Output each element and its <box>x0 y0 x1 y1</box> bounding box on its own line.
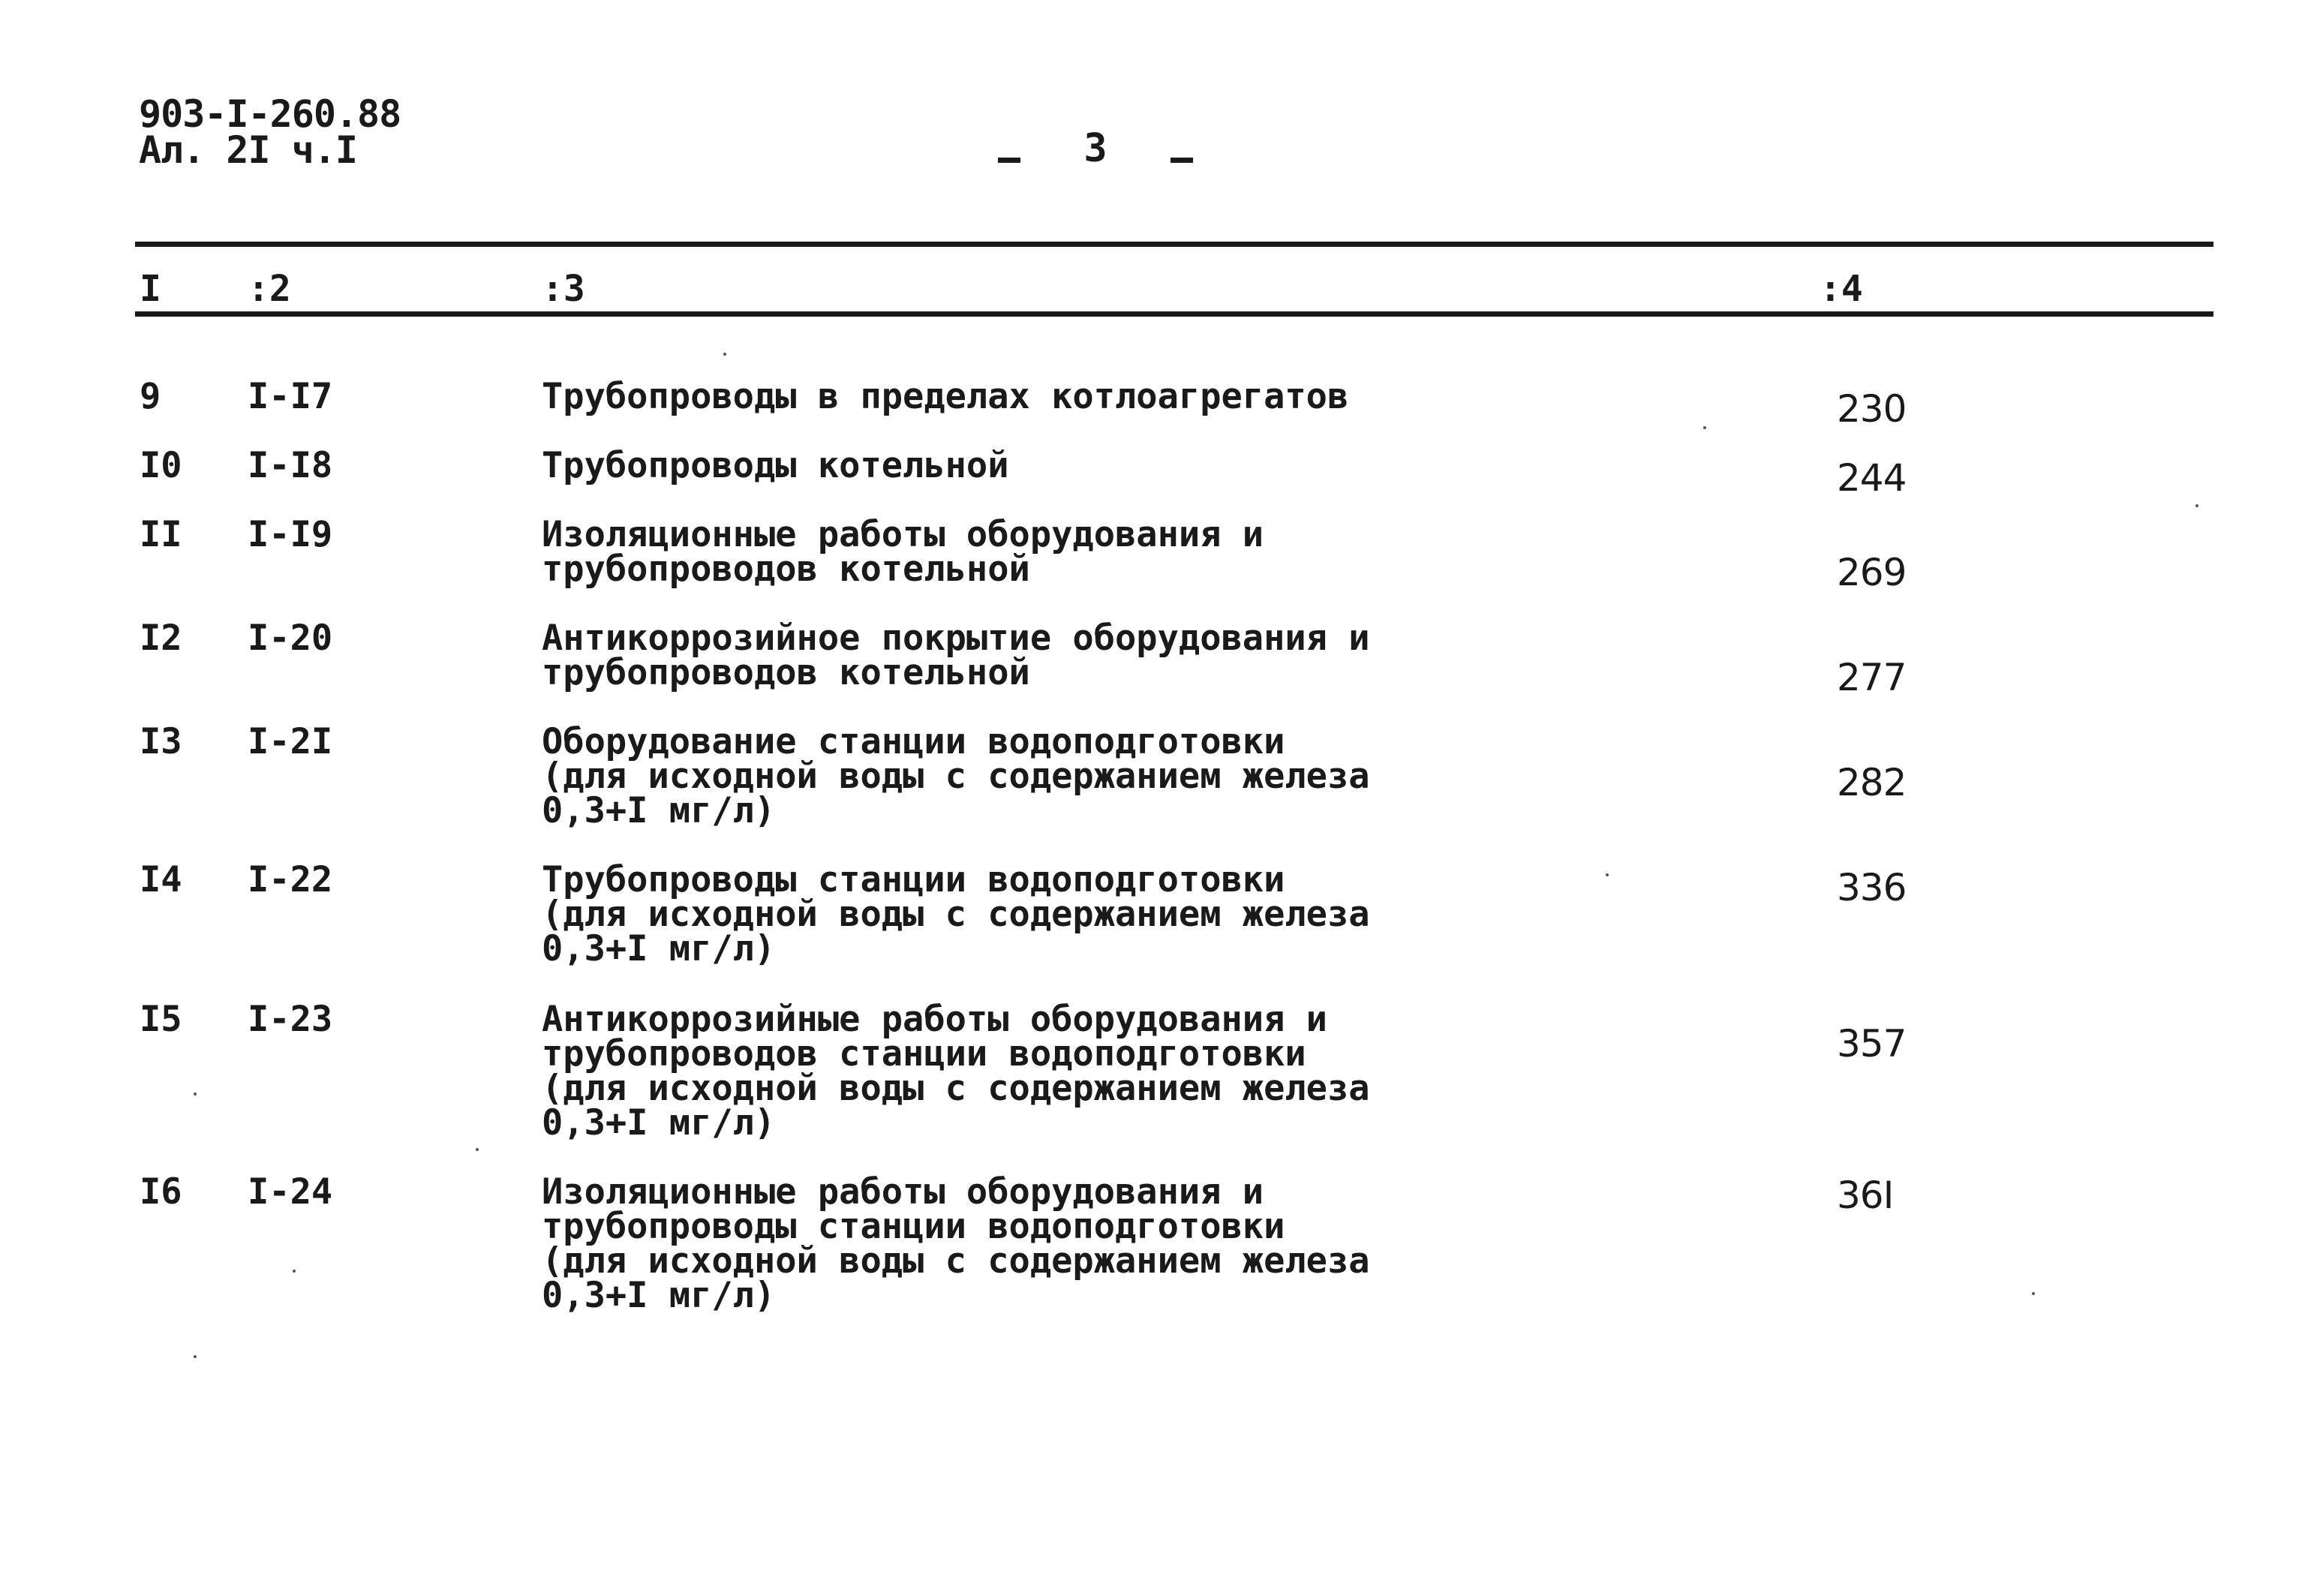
row-description <box>542 999 1532 1144</box>
row-description-line: трубопроводов котельной <box>542 652 1030 693</box>
column-header-3: :3 <box>542 268 585 310</box>
row-description <box>542 376 1532 417</box>
row-page: 357 <box>1837 1022 1907 1066</box>
row-description <box>542 721 1532 831</box>
row-description-line: (для исходной воды с содержанием железа <box>542 1240 1370 1282</box>
row-description-line: трубопроводов котельной <box>542 549 1030 590</box>
row-code: I-20 <box>248 618 333 659</box>
scan-speck <box>194 1093 197 1096</box>
row-description-line: Трубопроводы в пределах котлоагрегатов <box>542 376 1349 417</box>
row-page: 230 <box>1837 387 1907 431</box>
row-description-line: Изоляционные работы оборудования и <box>542 1171 1264 1213</box>
scan-speck <box>2195 504 2198 507</box>
document-code-line-1: 903-I-260.88 <box>139 92 401 136</box>
row-description-line: 0,3+I мг/л) <box>542 928 776 969</box>
row-page: 244 <box>1837 456 1907 500</box>
row-number: I0 <box>140 445 182 486</box>
column-header-4: :4 <box>1820 268 1863 310</box>
row-number: I3 <box>140 721 182 762</box>
row-code: I-24 <box>248 1171 333 1213</box>
table-top-rule <box>135 242 2213 247</box>
row-code: I-I9 <box>248 514 333 555</box>
row-description-line: Антикоррозийное покрытие оборудования и <box>542 618 1370 659</box>
row-description <box>542 1171 1532 1316</box>
row-description-line: 0,3+I мг/л) <box>542 1275 776 1316</box>
scan-speck <box>2032 1292 2035 1295</box>
scan-speck <box>723 353 726 356</box>
page-number-dash-left <box>998 158 1020 163</box>
row-description-line: Трубопроводы станции водоподготовки <box>542 859 1285 900</box>
row-description-line: Антикоррозийные работы оборудования и <box>542 999 1327 1040</box>
scan-speck <box>1606 873 1609 876</box>
page-number <box>998 126 1193 171</box>
row-description <box>542 514 1532 590</box>
row-code: I-22 <box>248 859 333 900</box>
row-number: I5 <box>140 999 182 1040</box>
row-description-line: трубопроводы станции водоподготовки <box>542 1206 1285 1247</box>
row-description-line: 0,3+I мг/л) <box>542 1102 776 1144</box>
row-code: I-2I <box>248 721 333 762</box>
row-description-line: 0,3+I мг/л) <box>542 790 776 831</box>
row-number: I6 <box>140 1171 182 1213</box>
page-number-value: 3 <box>1083 126 1107 171</box>
row-page: 336 <box>1837 866 1907 909</box>
row-description-line: Трубопроводы котельной <box>542 445 1009 486</box>
row-description-line: (для исходной воды с содержанием железа <box>542 1068 1370 1109</box>
row-page: 269 <box>1837 551 1907 594</box>
scan-speck <box>1703 426 1706 429</box>
document-code <box>139 92 401 172</box>
row-number: 9 <box>140 376 161 417</box>
row-description-line: (для исходной воды с содержанием железа <box>542 756 1370 797</box>
row-number: I4 <box>140 859 182 900</box>
column-header-2: :2 <box>248 268 291 310</box>
scan-speck <box>293 1270 296 1273</box>
scan-speck <box>194 1355 197 1358</box>
row-description <box>542 618 1532 693</box>
row-number: I2 <box>140 618 182 659</box>
row-description-line: (для исходной воды с содержанием железа <box>542 894 1370 935</box>
table-header-rule <box>135 311 2213 317</box>
row-code: I-23 <box>248 999 333 1040</box>
scan-speck <box>476 1148 479 1151</box>
row-description-line: Оборудование станции водоподготовки <box>542 721 1285 762</box>
row-code: I-I7 <box>248 376 333 417</box>
column-header-1: I <box>140 268 161 310</box>
row-number: II <box>140 514 182 555</box>
row-description-line: Изоляционные работы оборудования и <box>542 514 1264 555</box>
row-code: I-I8 <box>248 445 333 486</box>
row-description-line: трубопроводов станции водоподготовки <box>542 1033 1306 1075</box>
row-page: 36I <box>1837 1174 1894 1217</box>
row-page: 282 <box>1837 761 1907 804</box>
row-page: 277 <box>1837 656 1907 699</box>
row-description <box>542 859 1532 969</box>
row-description <box>542 445 1532 486</box>
document-code-line-2: Ал. 2I ч.I <box>139 128 358 172</box>
page-number-dash-right <box>1171 158 1193 163</box>
